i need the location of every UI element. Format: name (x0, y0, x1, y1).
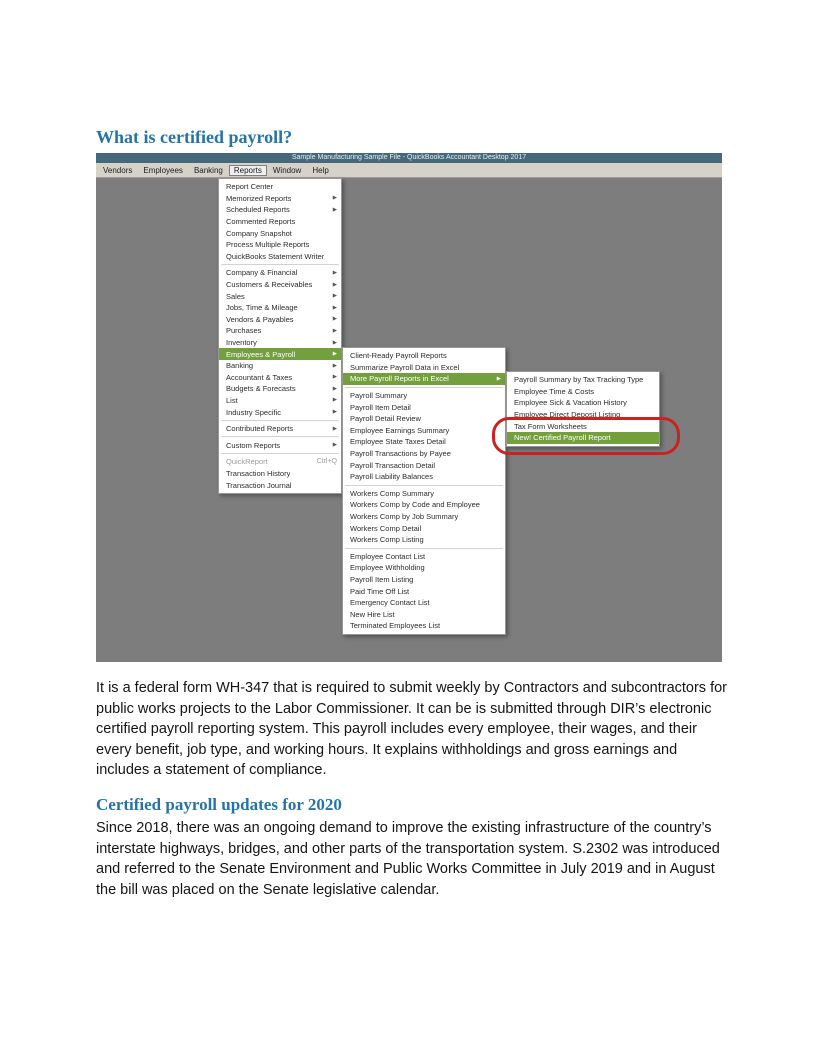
menu-item-label: Employee Earnings Summary (350, 425, 450, 435)
menu-item-new-hire-list[interactable] (343, 608, 505, 620)
menu-item-payroll-detail-review[interactable] (343, 413, 505, 425)
menu-item-label: Banking (226, 361, 254, 371)
submenu-arrow-icon: ▶ (332, 195, 337, 202)
menu-item-inventory[interactable] (219, 337, 341, 349)
submenu-arrow-icon: ▶ (332, 339, 337, 346)
menu-item-payroll-item-detail[interactable] (343, 401, 505, 413)
menu-item-label: Summarize Payroll Data in Excel (350, 362, 460, 372)
paragraph-certified-payroll-definition: It is a federal form WH-347 that is required to submit weekly by Contractors and subcontractors for public works projects to the Labor Commissioner. It can be is submitted through DIR’s electronic certified payroll reporting system. This payroll includes every employee, their wages, and their every benefit, job type, and working hours. It explains withholdings and gross earnings and includes a statement of compliance. (96, 680, 728, 779)
menu-item-label: Company & Financial (226, 268, 298, 278)
menu-item-banking[interactable] (219, 360, 341, 372)
heading-certified-payroll-updates-2020: Certified payroll updates for 2020 (96, 795, 342, 814)
menu-separator (221, 453, 339, 454)
menu-item-label: Payroll Summary by Tax Tracking Type (514, 375, 644, 385)
submenu-arrow-icon: ▶ (332, 304, 337, 311)
menu-item-payroll-liability-balances[interactable] (343, 471, 505, 483)
menu-item-label: Contributed Reports (226, 424, 294, 434)
menu-item-jobs-time-mileage[interactable] (219, 302, 341, 314)
menu-item-paid-time-off-list[interactable] (343, 585, 505, 597)
submenu-arrow-icon: ▶ (332, 397, 337, 404)
menubar-item-window[interactable]: Window (272, 165, 302, 175)
menu-item-quickreport[interactable] (219, 456, 341, 468)
menu-item-client-ready-payroll-reports[interactable] (343, 350, 505, 362)
menu-item-commented-reports[interactable] (219, 216, 341, 228)
menu-item-employee-direct-deposit-listing[interactable] (507, 409, 659, 421)
menu-item-label: QuickReport (226, 457, 268, 467)
submenu-arrow-icon: ▶ (332, 442, 337, 449)
menu-item-label: Employee Sick & Vacation History (514, 398, 627, 408)
menu-separator (221, 264, 339, 265)
menu-item-payroll-item-listing[interactable] (343, 574, 505, 586)
menu-separator (221, 436, 339, 437)
submenu-arrow-icon: ▶ (332, 327, 337, 334)
menu-item-label: Payroll Summary (350, 391, 408, 401)
menu-item-label: Employee Time & Costs (514, 386, 595, 396)
menu-item-workers-comp-by-job-summary[interactable] (343, 511, 505, 523)
menu-item-label: Commented Reports (226, 217, 296, 227)
window-title-bar: Sample Manufacturing Sample File - QuickBooks Accountant Desktop 2017 (96, 153, 722, 163)
submenu-arrow-icon: ▶ (332, 385, 337, 392)
menu-item-vendors-payables[interactable] (219, 314, 341, 326)
menubar-item-reports[interactable]: Reports (229, 165, 267, 176)
menu-item-label: Transaction Journal (226, 480, 292, 490)
menu-item-workers-comp-by-code-and-employee[interactable] (343, 499, 505, 511)
menu-item-emergency-contact-list[interactable] (343, 597, 505, 609)
menu-item-label: Inventory (226, 338, 257, 348)
menu-separator (345, 485, 503, 486)
menu-item-label: Workers Comp by Code and Employee (350, 500, 480, 510)
menu-item-report-center[interactable] (219, 181, 341, 193)
more-payroll-reports-submenu (506, 371, 660, 447)
menu-item-budgets-forecasts[interactable] (219, 383, 341, 395)
menu-item-label: Vendors & Payables (226, 314, 294, 324)
menubar-item-employees[interactable]: Employees (143, 165, 183, 175)
menu-item-new-certified-payroll-report[interactable] (507, 432, 659, 444)
menu-item-label: Accountant & Taxes (226, 372, 293, 382)
menu-item-label: Employee State Taxes Detail (350, 437, 446, 447)
menu-item-employee-withholding[interactable] (343, 562, 505, 574)
menu-item-terminated-employees-list[interactable] (343, 620, 505, 632)
menu-item-label: Workers Comp Summary (350, 488, 435, 498)
menu-item-label: Company Snapshot (226, 228, 292, 238)
reports-dropdown-menu (218, 178, 342, 494)
menu-item-tax-form-worksheets[interactable] (507, 420, 659, 432)
menu-bar (96, 163, 722, 178)
menu-item-label: Purchases (226, 326, 262, 336)
submenu-arrow-icon: ▶ (332, 293, 337, 300)
submenu-arrow-icon: ▶ (332, 206, 337, 213)
menu-item-quickbooks-statement-writer[interactable] (219, 251, 341, 263)
submenu-arrow-icon: ▶ (332, 362, 337, 369)
menu-item-scheduled-reports[interactable] (219, 204, 341, 216)
menu-item-memorized-reports[interactable] (219, 193, 341, 205)
menu-item-employee-time-costs[interactable] (507, 386, 659, 398)
menu-item-label: Budgets & Forecasts (226, 384, 296, 394)
menu-item-label: Payroll Item Detail (350, 402, 411, 412)
menu-item-summarize-payroll-data-in-excel[interactable] (343, 362, 505, 374)
menu-item-label: New Hire List (350, 609, 395, 619)
menu-item-transaction-journal[interactable] (219, 479, 341, 491)
menu-item-custom-reports[interactable] (219, 439, 341, 451)
submenu-arrow-icon: ▶ (332, 316, 337, 323)
menu-item-label: Emergency Contact List (350, 598, 430, 608)
menu-item-label: Industry Specific (226, 407, 282, 417)
menu-item-label: Payroll Transactions by Payee (350, 449, 451, 459)
menu-item-label: Custom Reports (226, 440, 281, 450)
menu-item-label: Payroll Transaction Detail (350, 460, 436, 470)
submenu-arrow-icon: ▶ (332, 281, 337, 288)
menu-item-label: Scheduled Reports (226, 205, 290, 215)
menu-item-label: Payroll Item Listing (350, 574, 414, 584)
menu-item-label: Jobs, Time & Mileage (226, 303, 298, 313)
menu-item-workers-comp-detail[interactable] (343, 522, 505, 534)
menu-item-label: Paid Time Off List (350, 586, 410, 596)
menu-item-label: Workers Comp Detail (350, 523, 422, 533)
menu-item-label: Workers Comp by Job Summary (350, 512, 459, 522)
menu-item-list[interactable] (219, 395, 341, 407)
menu-item-label: Employee Withholding (350, 563, 425, 573)
menu-item-workers-comp-summary[interactable] (343, 488, 505, 500)
submenu-arrow-icon: ▶ (332, 425, 337, 432)
menu-item-employee-sick-vacation-history[interactable] (507, 397, 659, 409)
menu-item-label: Workers Comp Listing (350, 535, 424, 545)
menubar-item-vendors[interactable]: Vendors (103, 165, 133, 175)
menu-item-label: Employee Contact List (350, 551, 426, 561)
menu-item-employees-payroll[interactable] (219, 348, 341, 360)
menu-item-shortcut: Ctrl+Q (316, 458, 337, 466)
menu-separator (345, 387, 503, 388)
menubar-item-help[interactable]: Help (312, 165, 329, 175)
menu-item-purchases[interactable] (219, 325, 341, 337)
menu-item-accountant-taxes[interactable] (219, 372, 341, 384)
submenu-arrow-icon: ▶ (332, 409, 337, 416)
menu-separator (221, 420, 339, 421)
menu-item-label: List (226, 395, 238, 405)
submenu-arrow-icon: ▶ (496, 375, 501, 382)
menu-item-label: Payroll Detail Review (350, 414, 421, 424)
menu-item-label: Tax Form Worksheets (514, 421, 587, 431)
menu-item-employee-contact-list[interactable] (343, 551, 505, 563)
menu-item-transaction-history[interactable] (219, 468, 341, 480)
menu-item-payroll-transaction-detail[interactable] (343, 459, 505, 471)
menu-item-label: New! Certified Payroll Report (514, 433, 611, 443)
menu-item-label: Customers & Receivables (226, 280, 313, 290)
menu-item-payroll-transactions-by-payee[interactable] (343, 448, 505, 460)
submenu-arrow-icon: ▶ (332, 269, 337, 276)
menu-item-label: Terminated Employees List (350, 621, 441, 631)
menu-item-employee-earnings-summary[interactable] (343, 425, 505, 437)
menubar-item-banking[interactable]: Banking (193, 165, 223, 175)
menu-item-contributed-reports[interactable] (219, 423, 341, 435)
menu-item-company-snapshot[interactable] (219, 227, 341, 239)
menu-item-label: Payroll Liability Balances (350, 472, 433, 482)
menu-item-label: Memorized Reports (226, 193, 292, 203)
paragraph-updates-2020: Since 2018, there was an ongoing demand to improve the existing infrastructure of the country’s interstate highways, bridges, and other parts of the transportation system. S.2302 was introduced and referred to the Senate Environment and Public Works Committee in July 2019 and in August the bill was placed on the Senate legislative calendar. (96, 820, 720, 898)
menu-item-employee-state-taxes-detail[interactable] (343, 436, 505, 448)
quickbooks-screenshot (96, 153, 722, 662)
menu-item-payroll-summary-by-tax-tracking-type[interactable] (507, 374, 659, 386)
menu-item-workers-comp-listing[interactable] (343, 534, 505, 546)
menu-item-label: Process Multiple Reports (226, 240, 310, 250)
menu-item-label: QuickBooks Statement Writer (226, 251, 325, 261)
menu-item-label: Transaction History (226, 468, 291, 478)
menu-item-industry-specific[interactable] (219, 406, 341, 418)
menu-item-label: More Payroll Reports in Excel (350, 374, 449, 384)
menu-item-company-financial[interactable] (219, 267, 341, 279)
menu-item-process-multiple-reports[interactable] (219, 239, 341, 251)
menu-separator (345, 548, 503, 549)
menu-item-sales[interactable] (219, 290, 341, 302)
heading-what-is-certified-payroll: What is certified payroll? (96, 127, 293, 147)
menu-item-label: Employee Direct Deposit Listing (514, 410, 621, 420)
menu-item-payroll-summary[interactable] (343, 390, 505, 402)
employees-payroll-submenu (342, 347, 506, 635)
menu-item-label: Sales (226, 291, 245, 301)
menu-item-more-payroll-reports-in-excel[interactable] (343, 373, 505, 385)
menu-item-label: Employees & Payroll (226, 349, 296, 359)
menu-item-customers-receivables[interactable] (219, 279, 341, 291)
submenu-arrow-icon: ▶ (332, 351, 337, 358)
submenu-arrow-icon: ▶ (332, 374, 337, 381)
menu-item-label: Client-Ready Payroll Reports (350, 351, 447, 361)
menu-item-label: Report Center (226, 182, 274, 192)
